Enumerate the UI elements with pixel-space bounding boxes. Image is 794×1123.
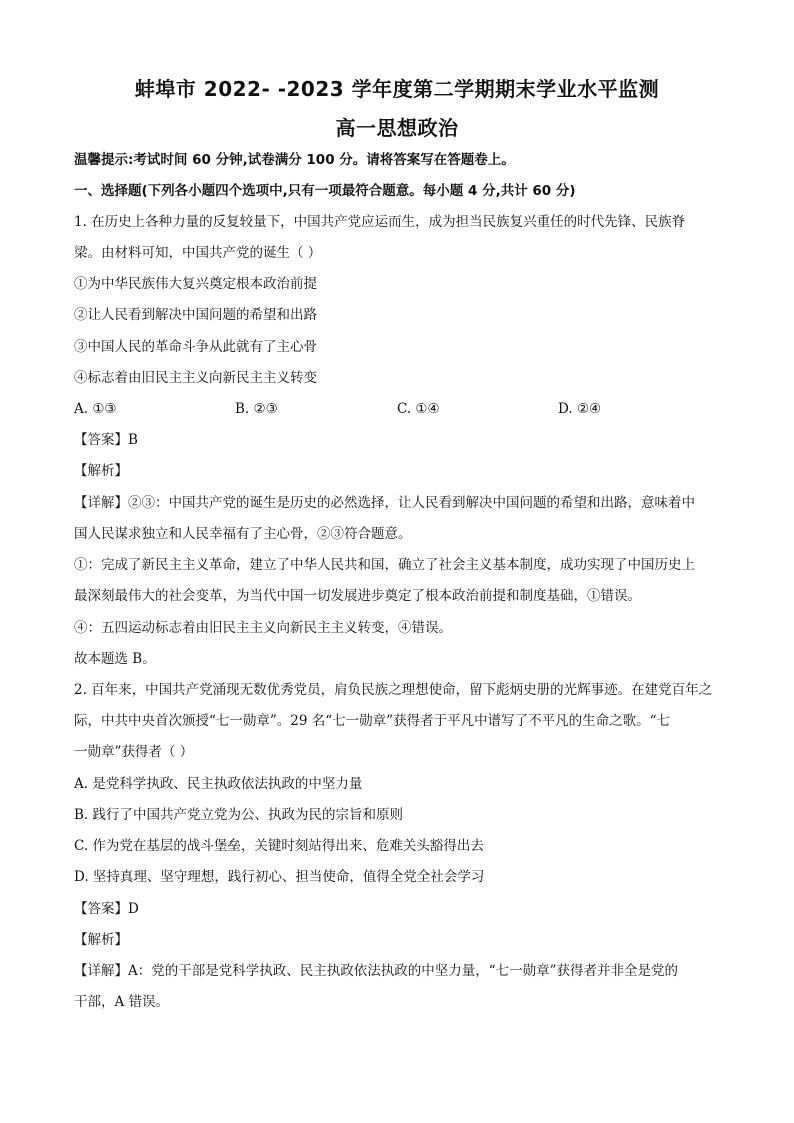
q1-item-3: ③中国人民的革命斗争从此就有了主心骨 bbox=[74, 339, 317, 355]
q1-detail-line-1: 【详解】②③：中国共产党的诞生是历史的必然选择，让人民看到解决中国问题的希望和出路，意味着中 bbox=[74, 495, 695, 511]
q2-stem-line-1: 2. 百年来，中国共产党涌现无数优秀党员，肩负民族之理想使命，留下彪炳史册的光辉事迹。在建党百年之 bbox=[74, 682, 713, 698]
q1-detail-line-5: ④：五四运动标志着由旧民主主义向新民主主义转变，④错误。 bbox=[74, 620, 452, 636]
q2-option-d: D. 坚持真理、坚守理想，践行初心、担当使命，值得全党全社会学习 bbox=[74, 869, 485, 885]
document-title: 蚌埠市 2022- -2023 学年度第二学期期末学业水平监测 bbox=[134, 77, 660, 101]
q2-detail-line-2: 干部，A 错误。 bbox=[74, 994, 170, 1010]
q2-answer: 【答案】D bbox=[74, 901, 139, 917]
q1-item-2: ②让人民看到解决中国问题的希望和出路 bbox=[74, 307, 317, 323]
q1-stem-line-1: 1. 在历史上各种力量的反复较量下，中国共产党应运而生，成为担当民族复兴重任的时代先锋、民族脊 bbox=[74, 214, 686, 230]
q1-option-b: B. ②③ bbox=[235, 401, 278, 417]
q1-detail-line-3: ①：完成了新民主主义革命，建立了中华人民共和国，确立了社会主义基本制度，成功实现了中国历史上 bbox=[74, 557, 695, 573]
q2-option-b: B. 践行了中国共产党立党为公、执政为民的宗旨和原则 bbox=[74, 807, 404, 823]
q1-answer: 【答案】B bbox=[74, 432, 138, 448]
q1-stem-line-2: 梁。由材料可知，中国共产党的诞生（ ） bbox=[74, 245, 322, 261]
q2-stem-line-3: 一勋章”获得者（ ） bbox=[74, 744, 194, 760]
q2-analysis-label: 【解析】 bbox=[74, 932, 128, 948]
q1-detail-line-2: 国人民谋求独立和人民幸福有了主心骨，②③符合题意。 bbox=[74, 526, 412, 542]
q2-option-a: A. 是党科学执政、民主执政依法执政的中坚力量 bbox=[74, 776, 363, 792]
q1-option-a: A. ①③ bbox=[74, 401, 117, 417]
q1-detail-line-4: 最深刻最伟大的社会变革，为当代中国一切发展进步奠定了根本政治前提和制度基础，①错误。 bbox=[74, 588, 641, 604]
exam-notice: 温馨提示:考试时间 60 分钟,试卷满分 100 分。请将答案写在答题卷上。 bbox=[74, 152, 515, 168]
q1-item-4: ④标志着由旧民主主义向新民主主义转变 bbox=[74, 370, 317, 386]
q1-option-d: D. ②④ bbox=[558, 401, 602, 417]
q1-analysis-label: 【解析】 bbox=[74, 463, 128, 479]
q2-option-c: C. 作为党在基层的战斗堡垒，关键时刻站得出来、危难关头豁得出去 bbox=[74, 838, 484, 854]
q1-option-c: C. ①④ bbox=[397, 401, 440, 417]
section-heading: 一、选择题(下列各小题四个选项中,只有一项最符合题意。每小题 4 分,共计 60 分) bbox=[74, 183, 576, 199]
q1-detail-line-6: 故本题选 B。 bbox=[74, 651, 156, 667]
document-subtitle: 高一思想政治 bbox=[335, 116, 459, 140]
q1-item-1: ①为中华民族伟大复兴奠定根本政治前提 bbox=[74, 276, 317, 292]
q2-stem-line-2: 际，中共中央首次颁授“七一勋章”。29 名“七一勋章”获得者于平凡中谱写了不平凡的生命之歌。“七 bbox=[74, 713, 670, 729]
q2-detail-line-1: 【详解】A：党的干部是党科学执政、民主执政依法执政的中坚力量，“七一勋章”获得者并非全是党的 bbox=[74, 963, 679, 979]
